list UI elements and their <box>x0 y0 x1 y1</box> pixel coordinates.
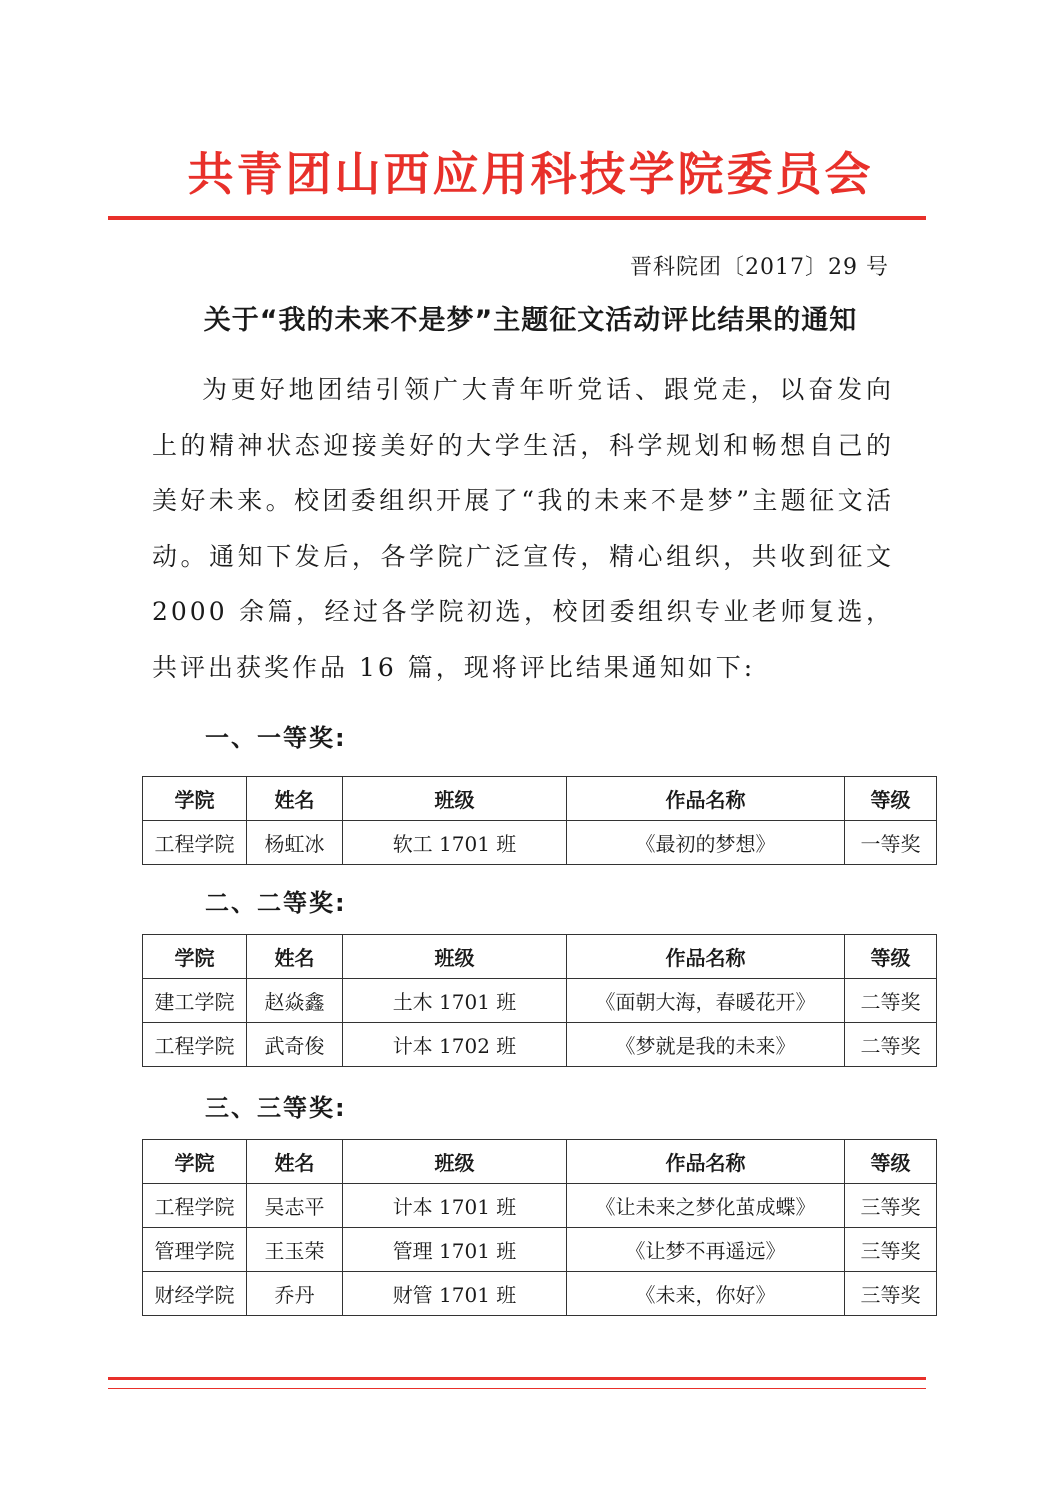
cell-name: 赵焱鑫 <box>247 979 343 1023</box>
table-row <box>143 1228 937 1272</box>
header-class: 班级 <box>343 935 567 979</box>
document-title: 关于“我的未来不是梦”主题征文活动评比结果的通知 <box>203 305 858 336</box>
cell-work: 《面朝大海，春暖花开》 <box>567 979 845 1023</box>
cell-grade: 二等奖 <box>845 979 937 1023</box>
cell-grade: 二等奖 <box>845 1023 937 1067</box>
header-work: 作品名称 <box>567 935 845 979</box>
header-class: 班级 <box>343 1140 567 1184</box>
header-grade: 等级 <box>845 1140 937 1184</box>
cell-class: 财管 1701 班 <box>343 1272 567 1316</box>
section-heading-first-prize: 一、一等奖: <box>205 724 347 752</box>
header-class: 班级 <box>343 777 567 821</box>
header-college: 学院 <box>143 1140 247 1184</box>
cell-name: 吴志平 <box>247 1184 343 1228</box>
letterhead-title: 共青团山西应用科技学院委员会 <box>187 147 874 201</box>
section-heading-third-prize: 三、三等奖: <box>205 1094 347 1122</box>
cell-work: 《让梦不再遥远》 <box>567 1228 845 1272</box>
header-grade: 等级 <box>845 777 937 821</box>
table-row <box>143 1023 937 1067</box>
header-work: 作品名称 <box>567 777 845 821</box>
header-name: 姓名 <box>247 935 343 979</box>
cell-grade: 一等奖 <box>845 821 937 865</box>
cell-grade: 三等奖 <box>845 1228 937 1272</box>
table-row <box>143 1184 937 1228</box>
table-row <box>143 979 937 1023</box>
cell-college: 建工学院 <box>143 979 247 1023</box>
section-heading-second-prize: 二、二等奖: <box>205 889 347 917</box>
letterhead-rule <box>108 216 926 220</box>
cell-class: 计本 1702 班 <box>343 1023 567 1067</box>
first-prize-table <box>142 776 937 865</box>
cell-name: 武奇俊 <box>247 1023 343 1067</box>
cell-name: 杨虹冰 <box>247 821 343 865</box>
body-paragraph: 为更好地团结引领广大青年听党话、跟党走，以奋发向上的精神状态迎接美好的大学生活，科学规划和畅想自己的美好未来。校团委组织开展了“我的未来不是梦”主题征文活动。通知下发后，各学院广泛宣传，精心组织，共收到征文 2000 余篇，经过各学院初选，校团委组织专业老师复选，共评出获奖作品 16 篇，现将评比结果通知如下: <box>152 375 894 682</box>
cell-work: 《未来，你好》 <box>567 1272 845 1316</box>
third-prize-table <box>142 1139 937 1316</box>
cell-grade: 三等奖 <box>845 1184 937 1228</box>
footer-rule <box>108 1377 926 1380</box>
header-name: 姓名 <box>247 777 343 821</box>
cell-college: 管理学院 <box>143 1228 247 1272</box>
cell-college: 工程学院 <box>143 1023 247 1067</box>
cell-class: 计本 1701 班 <box>343 1184 567 1228</box>
cell-name: 王玉荣 <box>247 1228 343 1272</box>
header-grade: 等级 <box>845 935 937 979</box>
cell-college: 工程学院 <box>143 1184 247 1228</box>
header-name: 姓名 <box>247 1140 343 1184</box>
cell-class: 土木 1701 班 <box>343 979 567 1023</box>
cell-work: 《让未来之梦化茧成蝶》 <box>567 1184 845 1228</box>
table-header-row <box>143 1140 937 1184</box>
table-header-row <box>143 935 937 979</box>
cell-grade: 三等奖 <box>845 1272 937 1316</box>
document-number: 晋科院团〔2017〕29 号 <box>630 255 889 280</box>
cell-class: 软工 1701 班 <box>343 821 567 865</box>
cell-class: 管理 1701 班 <box>343 1228 567 1272</box>
table-row <box>143 1272 937 1316</box>
table-header-row <box>143 777 937 821</box>
header-college: 学院 <box>143 935 247 979</box>
cell-work: 《最初的梦想》 <box>567 821 845 865</box>
table-row <box>143 821 937 865</box>
header-work: 作品名称 <box>567 1140 845 1184</box>
second-prize-table <box>142 934 937 1067</box>
footer-rule-thin <box>108 1388 926 1389</box>
cell-work: 《梦就是我的未来》 <box>567 1023 845 1067</box>
cell-name: 乔丹 <box>247 1272 343 1316</box>
header-college: 学院 <box>143 777 247 821</box>
cell-college: 工程学院 <box>143 821 247 865</box>
cell-college: 财经学院 <box>143 1272 247 1316</box>
